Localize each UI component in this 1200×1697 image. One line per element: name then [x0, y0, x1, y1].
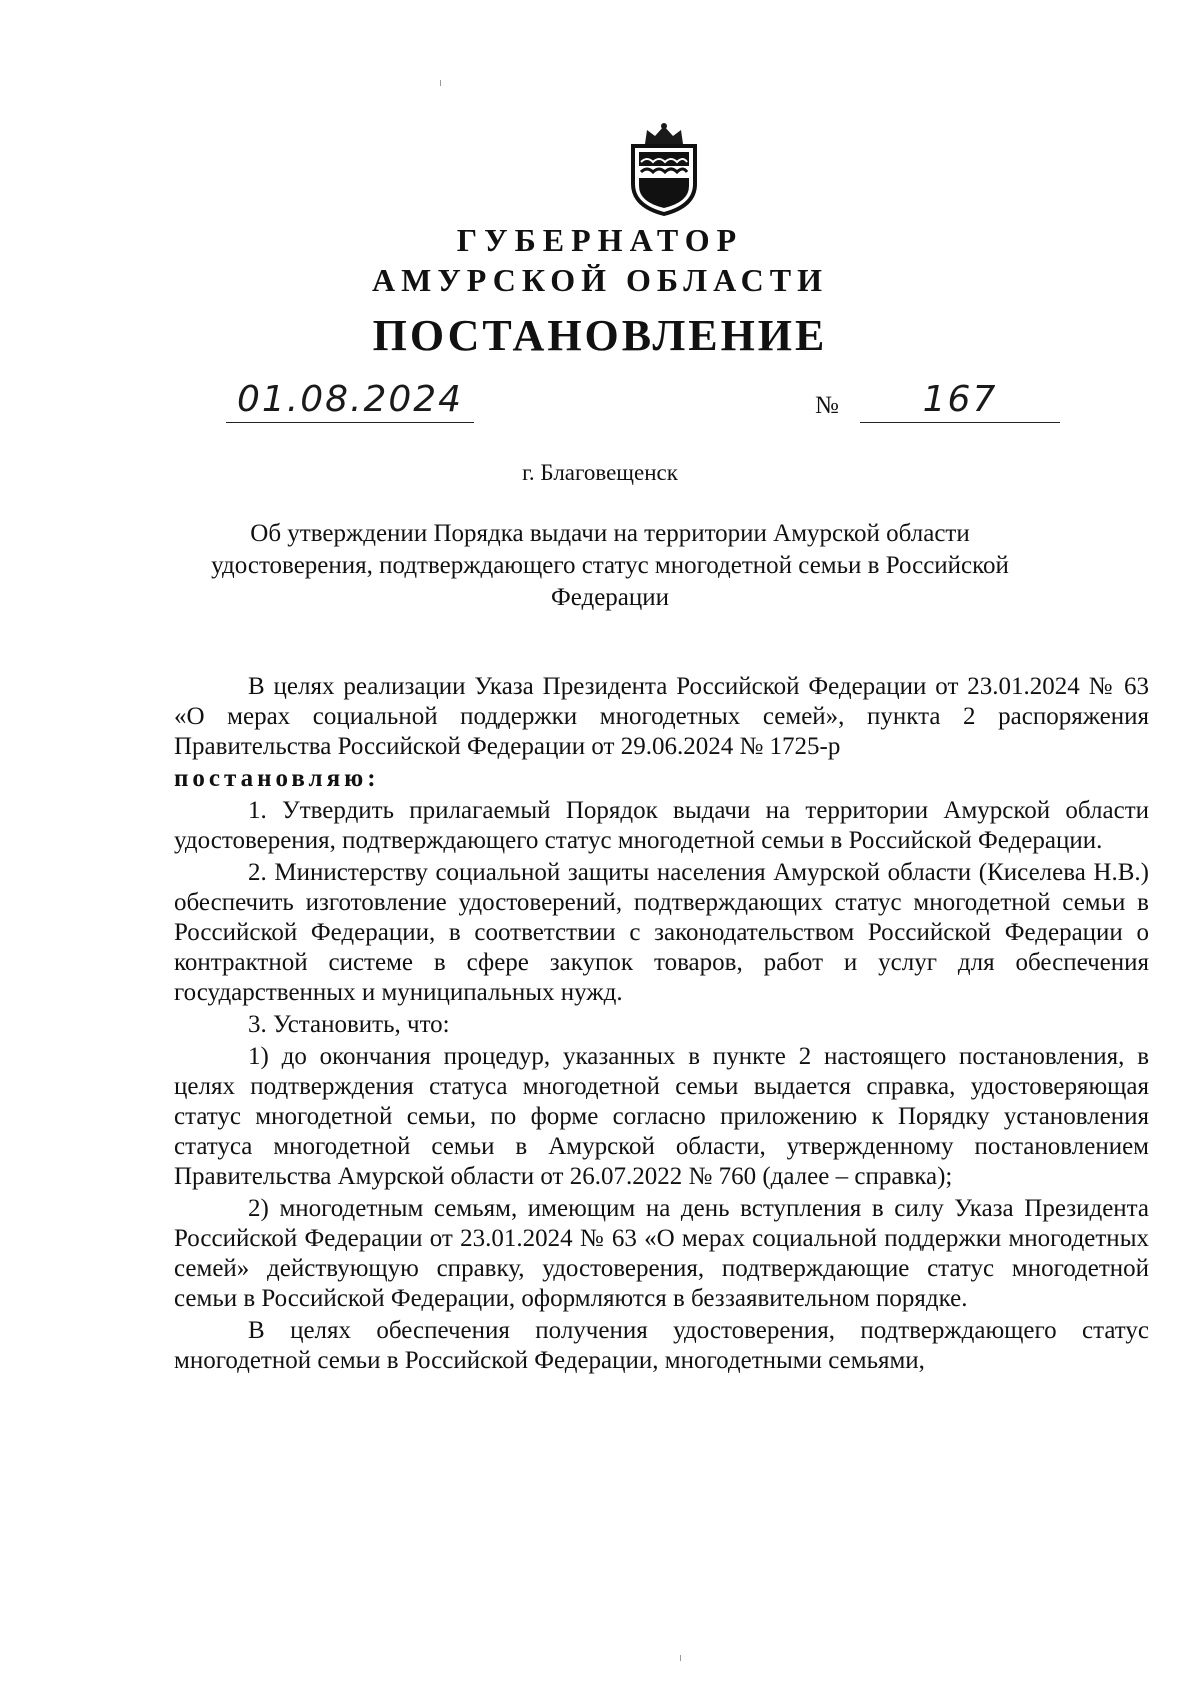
coat-of-arms-emblem [625, 122, 703, 216]
decree-word: постановляю: [174, 765, 380, 792]
item-paragraph: 1) до окончания процедур, указанных в пункте 2 настоящего постановления, в целях подтверждения статуса многодетной семьи выдается справка, удостоверяющая статус многодетной семьи, по форме согласно приложению к Порядку установления статуса многодетной семьи в Амурской области, утвержденному постановлением Правительства Амурской области от 26.07.2022 № 760 (далее – справка); [174, 1043, 1149, 1190]
preamble-paragraph: В целях реализации Указа Президента Российской Федерации от 23.01.2024 № 63 «О мерах социальной поддержки многодетных семей», пункта 2 распоряжения Правительства Российской Федерации от 29.06.2024 № 1725-р [174, 673, 1149, 760]
item-paragraph: В целях обеспечения получения удостоверения, подтверждающего статус многодетной семьи в Российской Федерации, многодетными семьями, [174, 1317, 1149, 1374]
item-paragraph: 3. Установить, что: [248, 1011, 450, 1038]
item-paragraph: 2) многодетным семьям, имеющим на день вступления в силу Указа Президента Российской Федерации от 23.01.2024 № 63 «О мерах социальной поддержки многодетных семей» действующую справку, удостоверения, подтверждающие статус многодетной семьи в Российской Федерации, оформляются в беззаявительном порядке. [174, 1195, 1149, 1312]
item-paragraph: 1. Утвердить прилагаемый Порядок выдачи на территории Амурской области удостоверения, подтверждающего статус многодетной семьи в Российской Федерации. [174, 797, 1149, 854]
document-number-field [860, 378, 1060, 423]
issuer-region: АМУРСКОЙ ОБЛАСТИ [372, 262, 828, 298]
document-body [174, 672, 1149, 1378]
scan-mark [680, 1655, 681, 1661]
document-number: 167 [922, 379, 998, 420]
document-city: г. Благовещенск [522, 460, 678, 485]
document-type: ПОСТАНОВЛЕНИЕ [372, 311, 828, 360]
issuer-title: ГУБЕРНАТОР [456, 222, 744, 258]
scan-mark [440, 80, 441, 86]
document-title: Об утверждении Порядка выдачи на территории Амурской области удостоверения, подтверждающего статус многодетной семьи в Российской Федерации [211, 520, 1009, 611]
document-date: 01.08.2024 [236, 379, 464, 420]
number-label: № [815, 392, 839, 419]
item-paragraph: 2. Министерству социальной защиты населения Амурской области (Киселева Н.В.) обеспечить изготовление удостоверений, подтверждающих статус многодетной семьи в Российской Федерации, в соответствии с законодательством Российской Федерации о контрактной системе в сфере закупок товаров, работ и услуг для обеспечения государственных и муниципальных нужд. [174, 859, 1149, 1006]
document-date-field [226, 378, 474, 423]
